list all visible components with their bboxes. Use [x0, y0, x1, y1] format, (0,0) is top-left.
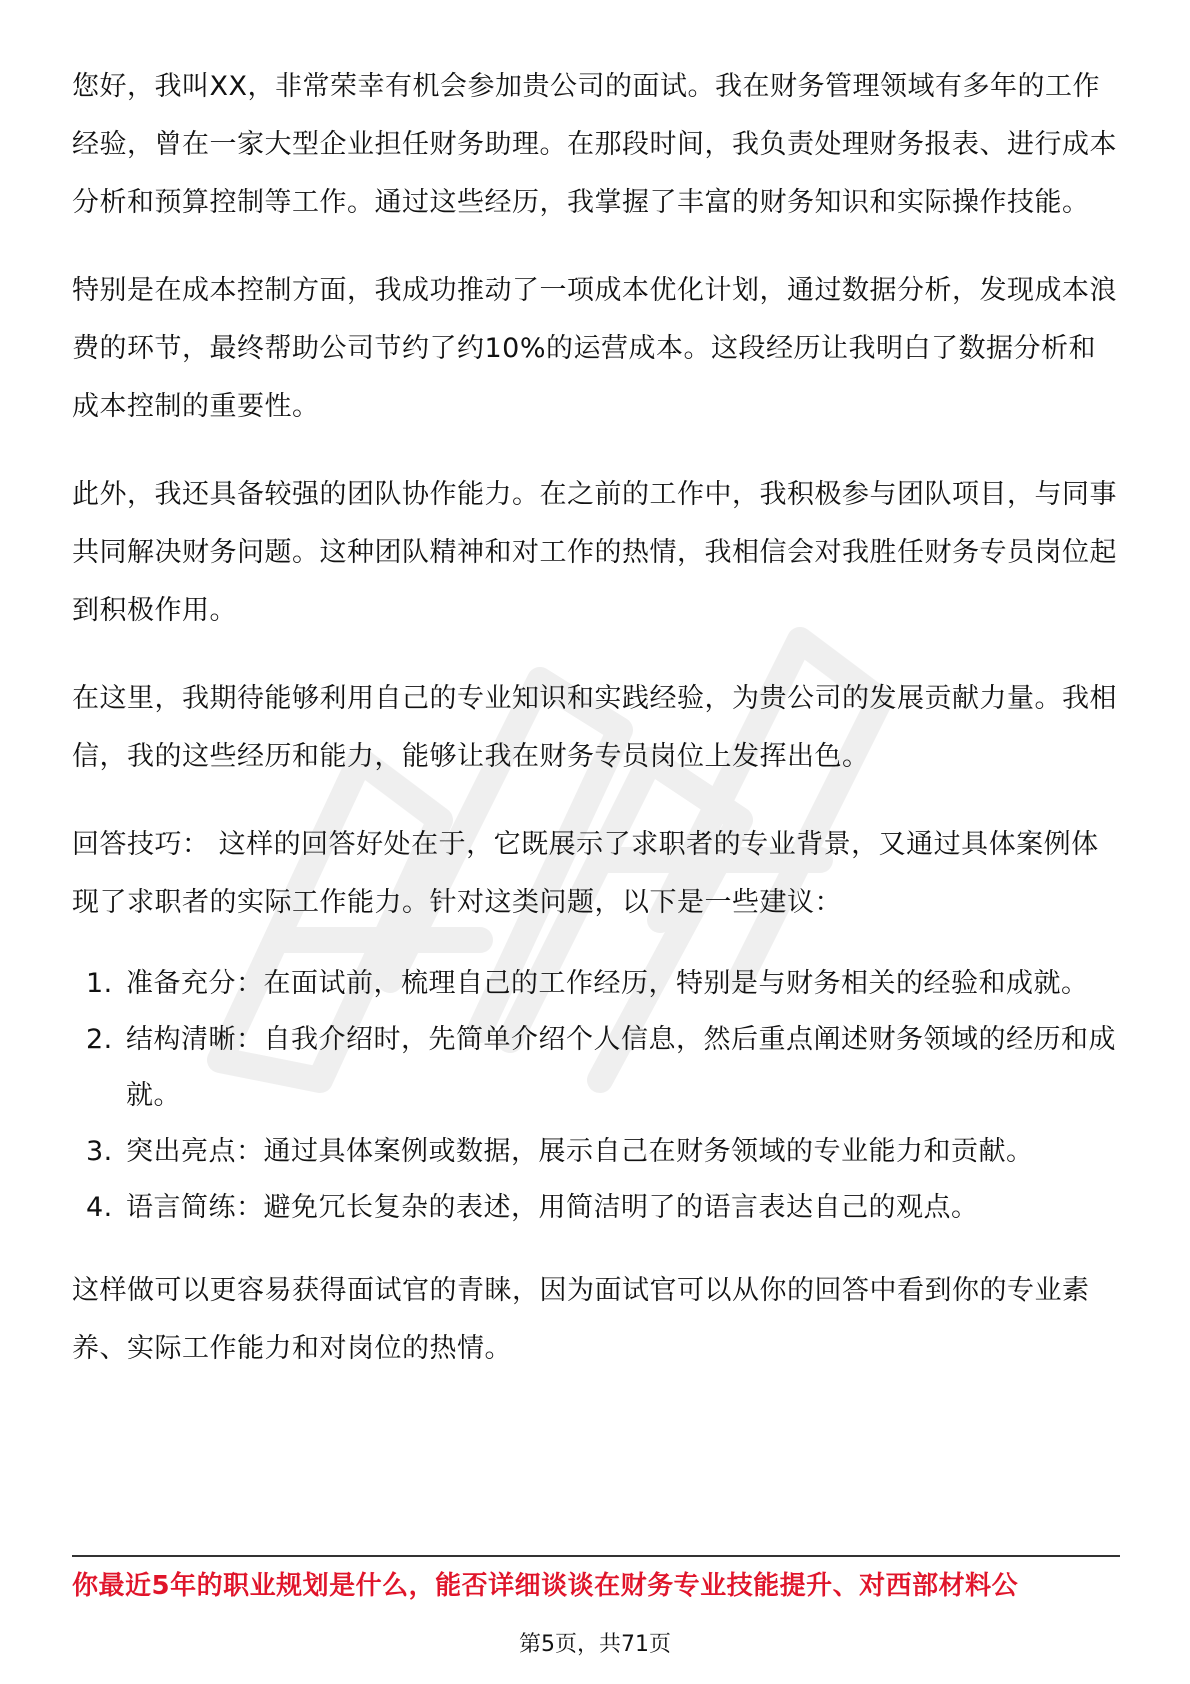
list-item	[72, 1180, 1120, 1236]
conclusion-paragraph: 这样做可以更容易获得面试官的青睐，因为面试官可以从你的回答中看到你的专业素养、实际工作能力和对岗位的热情。	[72, 1275, 1090, 1364]
page-number: 第5页，共71页	[519, 1632, 671, 1657]
section-divider	[72, 1555, 1120, 1557]
answer-paragraph-3: 此外，我还具备较强的团队协作能力。在之前的工作中，我积极参与团队项目，与同事共同解决财务问题。这种团队精神和对工作的热情，我相信会对我胜任财务专员岗位起到积极作用。	[72, 479, 1117, 626]
answer-paragraph-4: 在这里，我期待能够利用自己的专业知识和实践经验，为贵公司的发展贡献力量。我相信，我的这些经历和能力，能够让我在财务专员岗位上发挥出色。	[72, 683, 1117, 772]
list-item-text: 准备充分：在面试前，梳理自己的工作经历，特别是与财务相关的经验和成就。	[126, 968, 1089, 999]
list-item-text: 结构清晰：自我介绍时，先简单介绍个人信息，然后重点阐述财务领域的经历和成就。	[126, 1024, 1116, 1111]
tips-list	[72, 956, 1120, 1236]
list-item-number: 1.	[86, 968, 113, 999]
list-item-number: 2.	[86, 1024, 113, 1055]
list-item	[72, 1124, 1120, 1180]
list-item	[72, 1012, 1120, 1124]
answer-paragraph-1: 您好，我叫XX，非常荣幸有机会参加贵公司的面试。我在财务管理领域有多年的工作经验，曾在一家大型企业担任财务助理。在那段时间，我负责处理财务报表、进行成本分析和预算控制等工作。通过这些经历，我掌握了丰富的财务知识和实际操作技能。	[72, 71, 1117, 218]
list-item-text: 语言简练：避免冗长复杂的表述，用简洁明了的语言表达自己的观点。	[126, 1192, 979, 1223]
answer-paragraph-2: 特别是在成本控制方面，我成功推动了一项成本优化计划，通过数据分析，发现成本浪费的环节，最终帮助公司节约了约10%的运营成本。这段经历让我明白了数据分析和成本控制的重要性。	[72, 275, 1117, 422]
document-body	[72, 58, 1120, 1408]
next-question-heading: 你最近5年的职业规划是什么，能否详细谈谈在财务专业技能提升、对西部材料公	[72, 1571, 1019, 1601]
list-item	[72, 956, 1120, 1012]
list-item-number: 4.	[86, 1192, 113, 1223]
list-item-number: 3.	[86, 1136, 113, 1167]
tips-intro: 回答技巧： 这样的回答好处在于，它既展示了求职者的专业背景，又通过具体案例体现了求职者的实际工作能力。针对这类问题，以下是一些建议：	[72, 829, 1099, 918]
list-item-text: 突出亮点：通过具体案例或数据，展示自己在财务领域的专业能力和贡献。	[126, 1136, 1034, 1167]
